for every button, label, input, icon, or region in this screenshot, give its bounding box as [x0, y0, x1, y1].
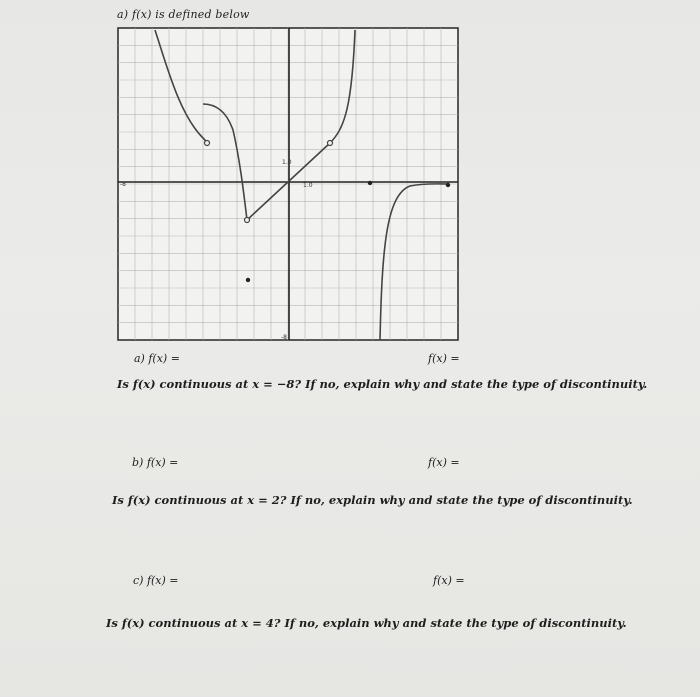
bottom-tick-label: -8 — [281, 334, 287, 341]
question-a-prompt: Is f(x) continuous at x = −8? If no, explain why and state the type of discontinuity. — [117, 377, 648, 391]
closed-point-axis — [368, 181, 372, 185]
question-a-right-limit: f(x) = — [428, 352, 460, 365]
question-a-left-limit: a) f(x) = — [134, 352, 180, 365]
y-axis-tick-label: 1.0 — [282, 159, 292, 166]
question-c-prompt: Is f(x) continuous at x = 4? If no, explain why and state the type of discontinuity. — [106, 616, 627, 630]
open-point-left — [205, 141, 210, 146]
question-b-prompt: Is f(x) continuous at x = 2? If no, explain why and state the type of discontinuity. — [112, 493, 633, 507]
open-point-vertex — [245, 218, 250, 223]
open-point-right — [328, 141, 333, 146]
question-c-right-limit: f(x) = — [433, 574, 465, 587]
closed-point-isolated — [246, 278, 250, 282]
problem-title: a) f(x) is defined below — [117, 8, 250, 21]
question-b-left-limit: b) f(x) = — [132, 456, 179, 469]
closed-point-end — [446, 183, 450, 187]
question-c-left-limit: c) f(x) = — [133, 574, 179, 587]
left-edge-tick-label: -8 — [120, 181, 126, 188]
question-b-right-limit: f(x) = — [428, 456, 460, 469]
x-axis-tick-label: 1.0 — [303, 182, 313, 189]
